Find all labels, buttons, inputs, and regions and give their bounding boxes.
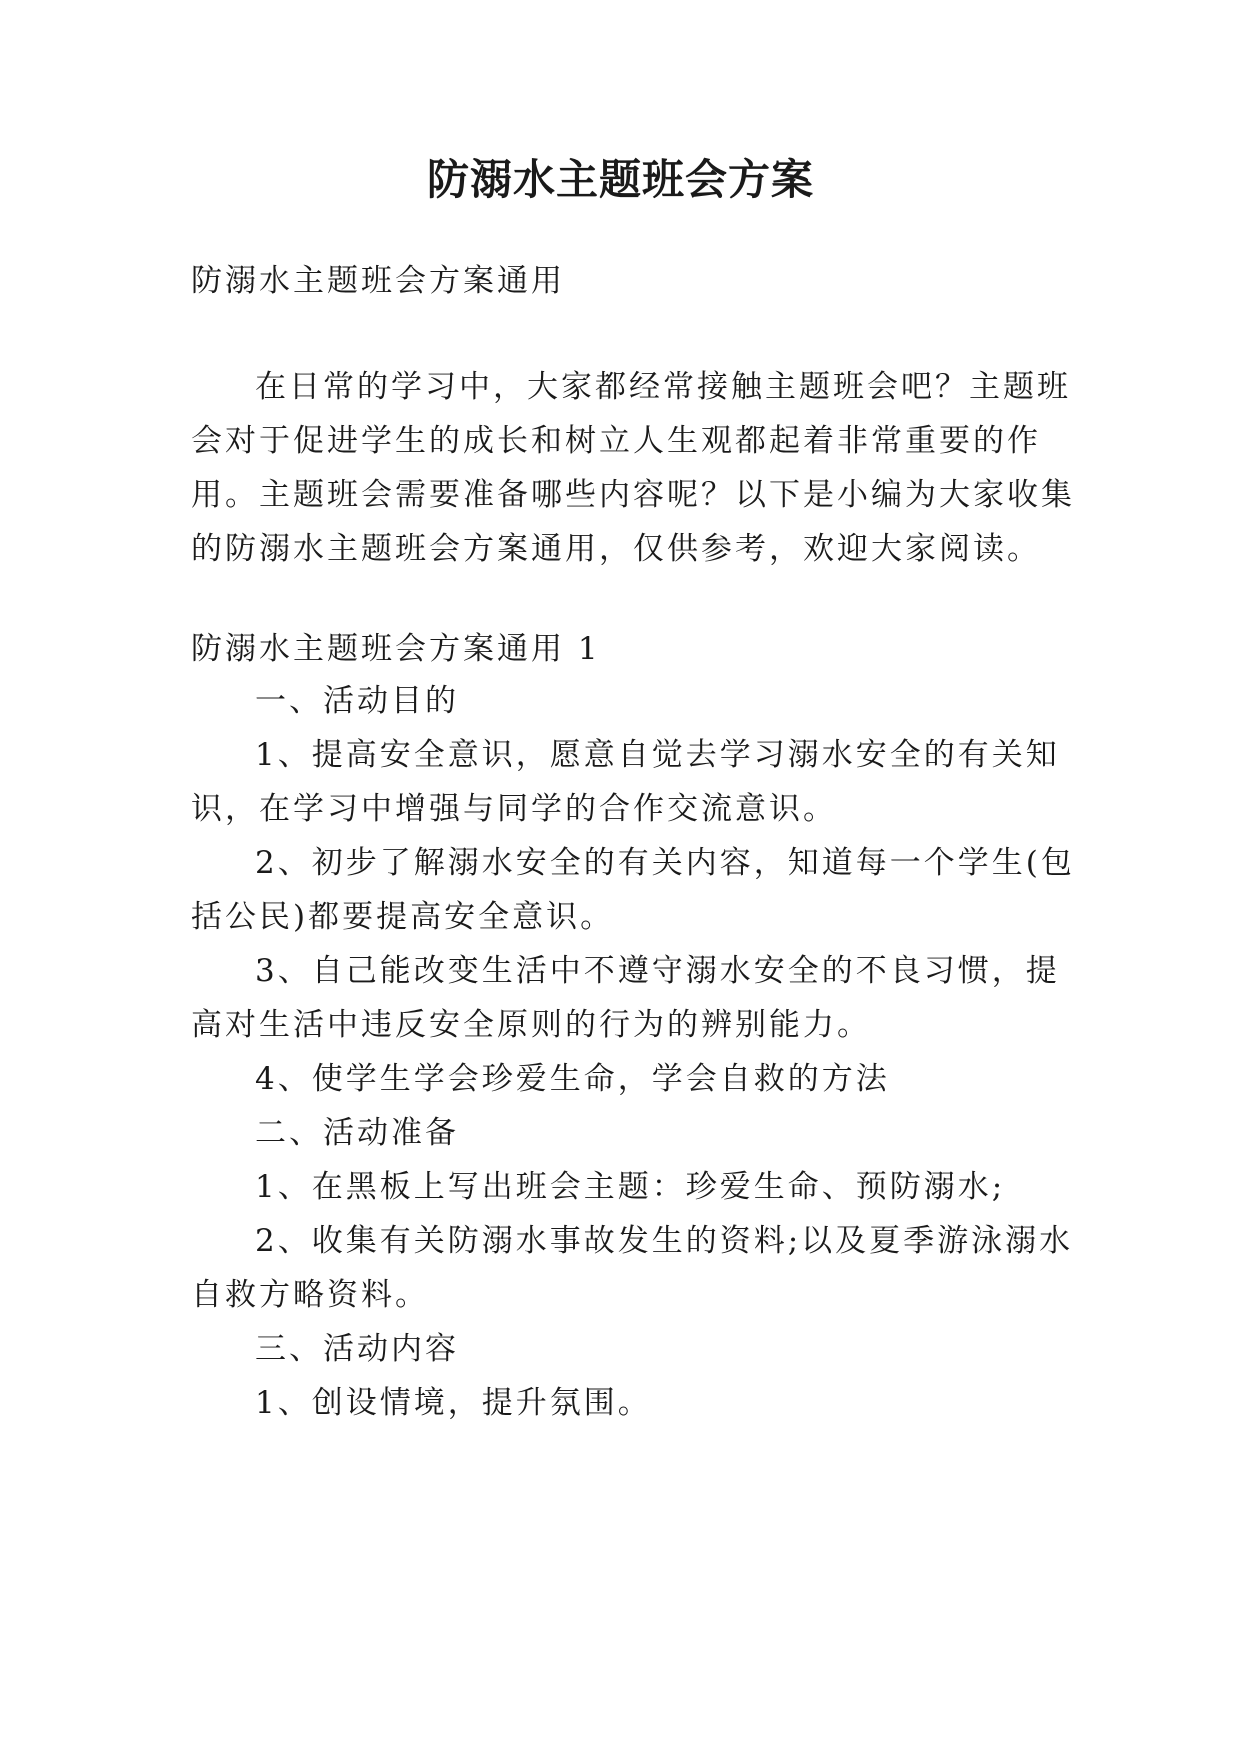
document-title: 防溺水主题班会方案: [426, 155, 814, 204]
body-line: 二、活动准备: [255, 1115, 459, 1151]
body-line: 1、在黑板上写出班会主题：珍爱生命、预防溺水;: [255, 1169, 1006, 1205]
body-line: 2、初步了解溺水安全的有关内容，知道每一个学生(包: [255, 845, 1075, 881]
body-line: 三、活动内容: [255, 1331, 459, 1367]
document-subtitle: 防溺水主题班会方案通用: [191, 263, 565, 299]
body-line: 2、收集有关防溺水事故发生的资料;以及夏季游泳溺水: [255, 1223, 1074, 1259]
body-line: 一、活动目的: [255, 683, 459, 719]
intro-line: 在日常的学习中，大家都经常接触主题班会吧？主题班: [255, 369, 1071, 405]
body-line: 1、提高安全意识，愿意自觉去学习溺水安全的有关知: [255, 737, 1060, 773]
body-line: 括公民)都要提高安全意识。: [191, 899, 615, 935]
intro-line: 的防溺水主题班会方案通用，仅供参考，欢迎大家阅读。: [191, 531, 1041, 567]
section-heading: 防溺水主题班会方案通用 1: [191, 631, 601, 667]
body-line: 3、自己能改变生活中不遵守溺水安全的不良习惯，提: [255, 953, 1060, 989]
body-line: 4、使学生学会珍爱生命，学会自救的方法: [255, 1061, 890, 1097]
body-line: 识，在学习中增强与同学的合作交流意识。: [191, 791, 837, 827]
body-line: 1、创设情境，提升氛围。: [255, 1385, 652, 1421]
body-line: 高对生活中违反安全原则的行为的辨别能力。: [191, 1007, 871, 1043]
body-line: 自救方略资料。: [191, 1277, 429, 1313]
intro-line: 用。主题班会需要准备哪些内容呢？以下是小编为大家收集: [191, 477, 1075, 513]
intro-line: 会对于促进学生的成长和树立人生观都起着非常重要的作: [191, 423, 1041, 459]
